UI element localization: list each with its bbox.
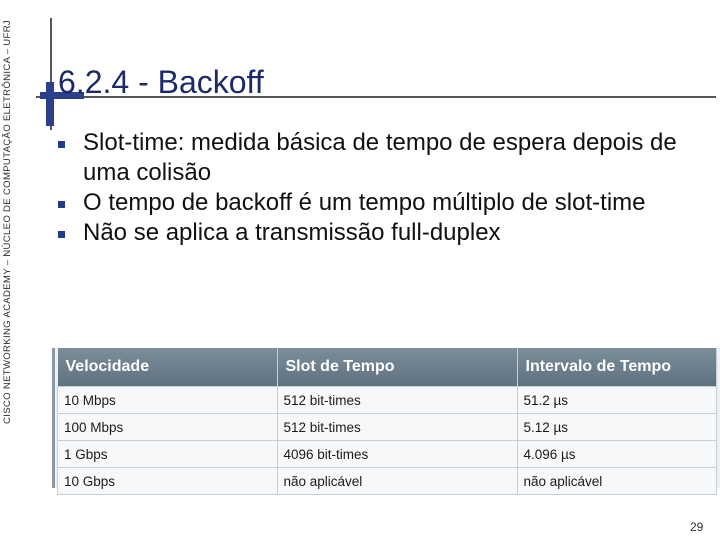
table-cell: 10 Gbps (58, 468, 278, 495)
table-row (58, 414, 717, 441)
table-header-row (58, 348, 717, 387)
table-cell: 4096 bit-times (277, 441, 517, 468)
square-bullet-icon (58, 201, 65, 208)
header-velocidade: Velocidade (58, 348, 278, 387)
side-vertical-label: CISCO NETWORKING ACADEMY – NÚCLEO DE COMPUTAÇÃO ELETRÔNICA – UFRJ (2, 19, 13, 424)
bullet-text: Slot-time: medida básica de tempo de espera depois de uma colisão (83, 129, 677, 186)
square-bullet-icon (58, 231, 65, 238)
bullet-item (58, 188, 698, 218)
slide-title: 6.2.4 - Backoff (58, 64, 264, 100)
table-container (52, 348, 720, 488)
decor-cross-vertical (46, 82, 54, 126)
table-row (58, 387, 717, 414)
square-bullet-icon (58, 141, 65, 148)
header-intervalo: Intervalo de Tempo (517, 348, 717, 387)
table-cell: não aplicável (277, 468, 517, 495)
table-row (58, 441, 717, 468)
table-cell: 512 bit-times (277, 387, 517, 414)
bullet-item (58, 128, 698, 188)
table-cell: 5.12 µs (517, 414, 717, 441)
bullet-list (58, 128, 698, 248)
table-cell: 512 bit-times (277, 414, 517, 441)
table-cell: 1 Gbps (58, 441, 278, 468)
backoff-table (57, 348, 717, 495)
table-row (58, 468, 717, 495)
table-cell: 4.096 µs (517, 441, 717, 468)
table-cell: 100 Mbps (58, 414, 278, 441)
bullet-text: O tempo de backoff é um tempo múltiplo de slot-time (83, 189, 646, 216)
table-cell: não aplicável (517, 468, 717, 495)
bullet-item (58, 218, 698, 248)
table-cell: 10 Mbps (58, 387, 278, 414)
page-number: 29 (690, 520, 704, 534)
table-cell: 51.2 µs (517, 387, 717, 414)
bullet-text: Não se aplica a transmissão full-duplex (83, 219, 501, 246)
header-slot: Slot de Tempo (277, 348, 517, 387)
